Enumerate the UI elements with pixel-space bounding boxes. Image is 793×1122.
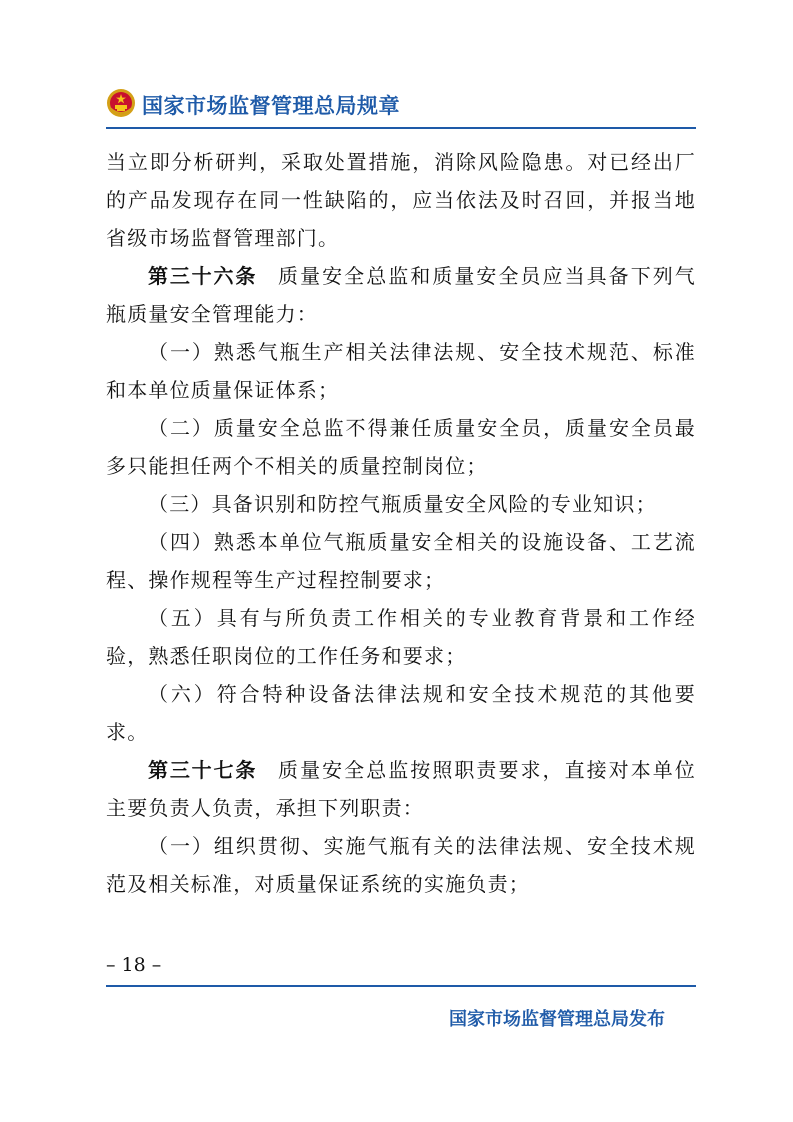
paragraph-text: （五）具有与所负责工作相关的专业教育背景和工作经验，熟悉任职岗位的工作任务和要求； [106,606,696,668]
paragraph-text: 质量安全总监和质量安全员应当具备下列气瓶质量安全管理能力： [106,264,697,326]
list-item-36-4 [106,523,696,599]
footer-divider [106,985,696,987]
list-item-37-1 [106,827,696,903]
page-header [106,86,696,126]
paragraph-text: 质量安全总监按照职责要求，直接对本单位主要负责人负责，承担下列职责： [106,758,697,820]
national-emblem-icon [106,88,136,118]
paragraph-text: （一）熟悉气瓶生产相关法律法规、安全技术规范、标准和本单位质量保证体系； [106,340,696,402]
list-item-36-1 [106,333,696,409]
paragraph-1 [106,143,696,257]
list-item-36-3 [106,485,696,523]
article-number: 第三十六条 [148,264,258,288]
list-item-36-2 [106,409,696,485]
footer-publisher: 国家市场监督管理总局发布 [449,1009,665,1030]
paragraph-text: （四）熟悉本单位气瓶质量安全相关的设施设备、工艺流程、操作规程等生产过程控制要求； [106,530,696,592]
article-36 [106,257,696,333]
list-item-36-6 [106,675,696,751]
paragraph-text: （二）质量安全总监不得兼任质量安全员，质量安全员最多只能担任两个不相关的质量控制岗位； [106,416,696,478]
paragraph-text: （六）符合特种设备法律法规和安全技术规范的其他要求。 [106,682,696,744]
article-number: 第三十七条 [148,758,258,782]
article-37 [106,751,696,827]
paragraph-text: 当立即分析研判，采取处置措施，消除风险隐患。对已经出厂的产品发现存在同一性缺陷的，应当依法及时召回，并报当地省级市场监督管理部门。 [106,150,696,250]
list-item-36-5 [106,599,696,675]
header-title: 国家市场监督管理总局规章 [142,94,400,118]
header-divider [106,127,696,129]
document-body [106,143,696,903]
paragraph-text: （一）组织贯彻、实施气瓶有关的法律法规、安全技术规范及相关标准，对质量保证系统的实施负责； [106,834,696,896]
page-number: – 18 – [106,954,162,976]
paragraph-text: （三）具备识别和防控气瓶质量安全风险的专业知识； [148,492,657,516]
